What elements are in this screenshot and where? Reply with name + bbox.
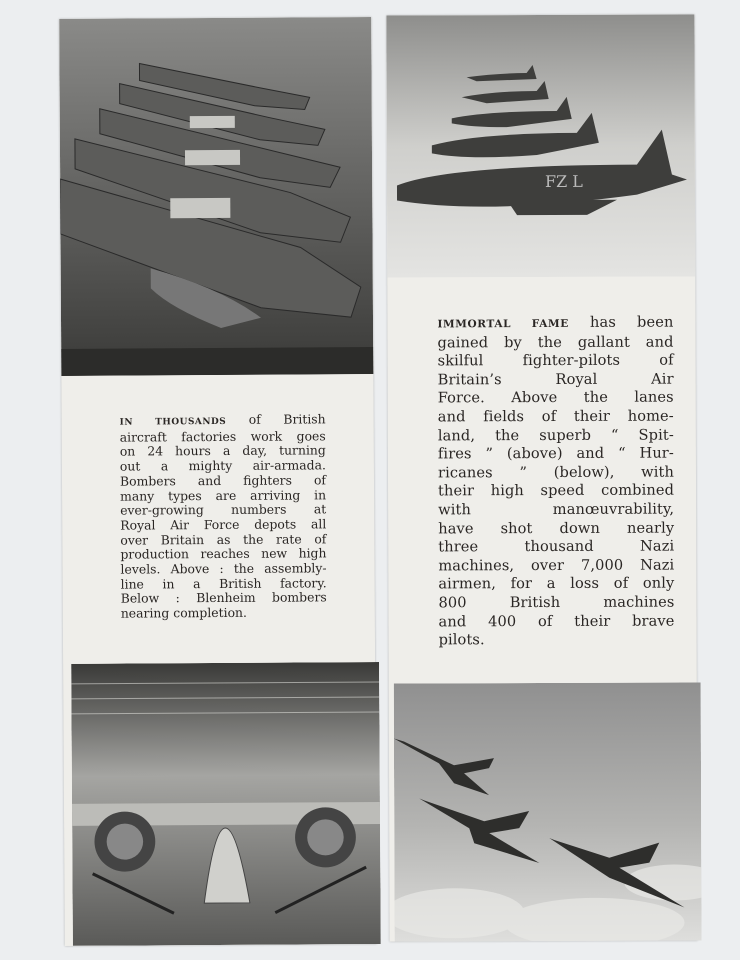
blenheim-bombers-factory-photo [71, 662, 381, 946]
text-line: and 400 of their brave [438, 612, 675, 630]
text-line: Britain’s Royal Air [437, 370, 674, 389]
text-line: their high speed combined [438, 481, 675, 500]
text-line: line in a British factory. [120, 575, 327, 592]
text-line: ricanes ” (below), with [437, 463, 675, 482]
text-line [437, 314, 673, 334]
left-bookmark-card [59, 17, 377, 946]
text-line: production reaches new high [120, 545, 327, 562]
text-line: aircraft factories work goes [119, 428, 326, 445]
text-line: many types are arriving in [120, 486, 327, 504]
aircraft-assembly-line-photo [59, 17, 373, 376]
text-line: fires ” (above) and “ Hur- [437, 444, 674, 463]
hurricanes-over-clouds-photo [394, 682, 702, 941]
text-line: machines, over 7,000 Nazi [438, 556, 675, 575]
text-line: on 24 hours a day, turning [119, 442, 326, 460]
text-line: three thousand Nazi [438, 537, 675, 556]
text-line: nearing completion. [120, 604, 247, 621]
text-line: Bombers and fighters of [119, 472, 327, 489]
text-line: land, the superb “ Spit- [437, 426, 674, 444]
text-line: Force. Above the lanes [437, 388, 674, 407]
right-card-text [387, 276, 696, 683]
lead-in-small-caps: IMMORTAL FAME [437, 317, 569, 331]
text-line: 800 British machines [438, 593, 675, 612]
text-line-rest: of British [226, 411, 326, 427]
text-line: out a mighty air-armada. [119, 457, 326, 474]
text-line: pilots. [438, 631, 485, 649]
text-line: skilful fighter-pilots of [437, 351, 674, 370]
lead-in-small-caps: IN THOUSANDS [119, 416, 227, 428]
aircraft-marking: FZ L [544, 171, 583, 191]
text-line: have shot down nearly [438, 519, 675, 537]
text-line: gained by the gallant and [437, 333, 674, 351]
text-line: levels. Above : the assembly- [120, 560, 327, 577]
text-line: Below : Blenheim bombers [120, 589, 327, 607]
text-line-rest: has been [568, 313, 674, 331]
text-line: Royal Air Force depots all [120, 516, 327, 533]
text-line: over Britain as the rate of [120, 530, 327, 548]
right-bookmark-card [386, 14, 697, 941]
left-card-text [61, 374, 375, 664]
text-line: and fields of their home- [437, 407, 674, 426]
text-line: with manœuvrability, [438, 500, 675, 519]
spitfires-in-formation-photo [386, 14, 695, 277]
text-line: ever-growing numbers at [120, 501, 327, 518]
text-line: airmen, for a loss of only [438, 574, 675, 593]
